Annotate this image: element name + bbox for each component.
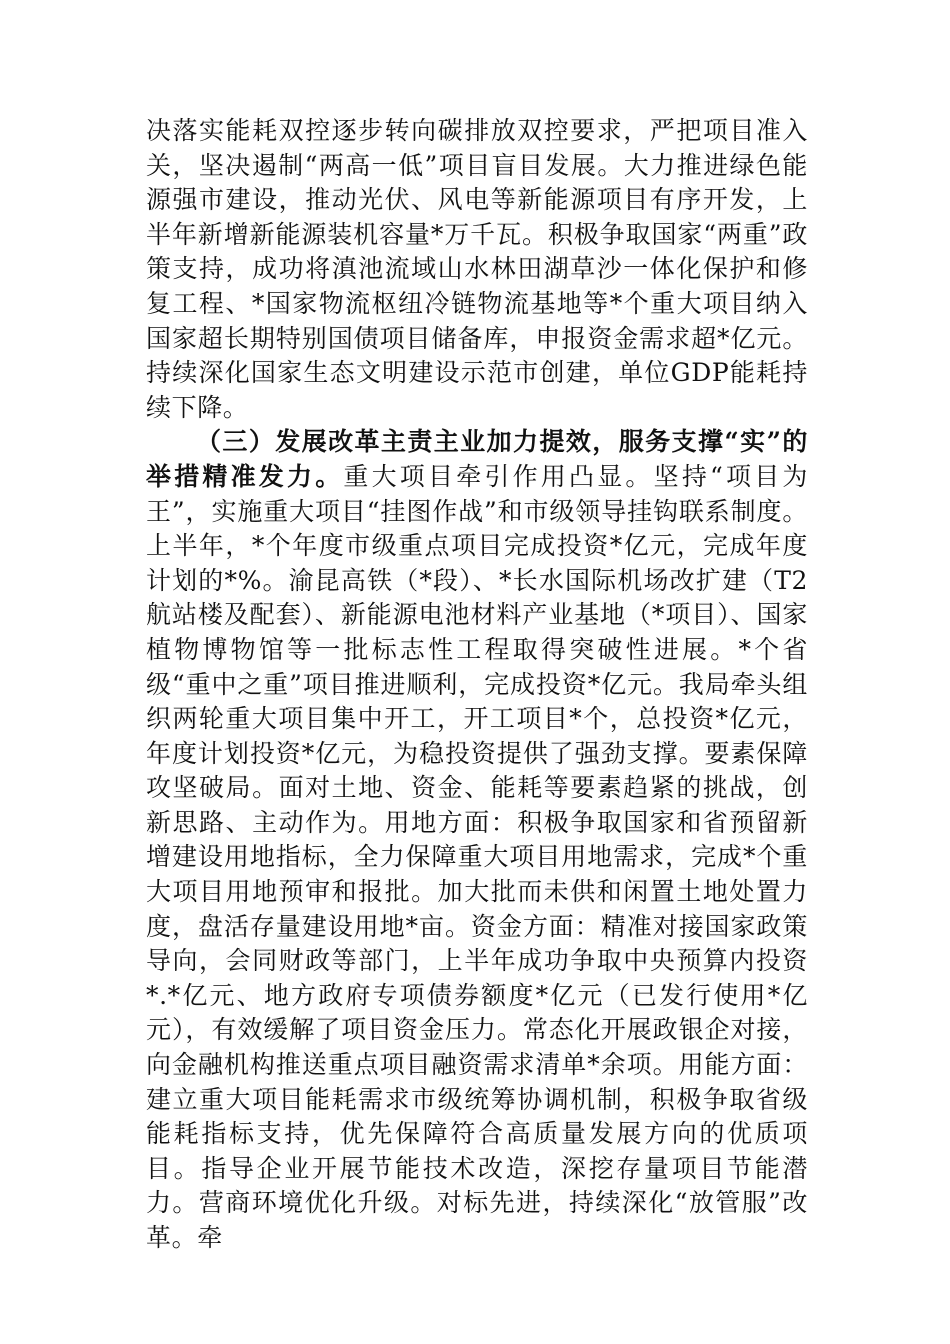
paragraph-projects xyxy=(146,425,808,1255)
section-heading-three: （三）发展改革主责主业加力提效，服务支撑“实”的举措精准发力。 xyxy=(146,427,808,491)
document-body xyxy=(146,114,808,1256)
paragraph-projects-text: 重大项目牵引作用凸显。坚持“项目为王”，实施重大项目“挂图作战”和市级领导挂钩联系制度。上半年，*个年度市级重点项目完成投资*亿元，完成年度计划的*%。渝昆高铁（*段）、*长水国际机场改扩建（T2航站楼及配套）、新能源电池材料产业基地（*项目）、国家植物博物馆等一批标志性工程取得突破性进展。*个省级“重中之重”项目推进顺利，完成投资*亿元。我局牵头组织两轮重大项目集中开工，开工项目*个，总投资*亿元，年度计划投资*亿元，为稳投资提供了强劲支撑。要素保障攻坚破局。面对土地、资金、能耗等要素趋紧的挑战，创新思路、主动作为。用地方面：积极争取国家和省预留新增建设用地指标，全力保障重大项目用地需求，完成*个重大项目用地预审和报批。加大批而未供和闲置土地处置力度，盘活存量建设用地*亩。资金方面：精准对接国家政策导向，会同财政等部门，上半年成功争取中央预算内投资*.*亿元、地方政府专项债券额度*亿元（已发行使用*亿元），有效缓解了项目资金压力。常态化开展政银企对接，向金融机构推送重点项目融资需求清单*余项。用能方面：建立重大项目能耗需求市级统筹协调机制，积极争取省级能耗指标支持，优先保障符合高质量发展方向的优质项目。指导企业开展节能技术改造，深挖存量项目节能潜力。营商环境优化升级。对标先进，持续深化“放管服”改革。牵 xyxy=(146,461,808,1252)
paragraph-ecology xyxy=(146,114,808,425)
paragraph-ecology-text: 决落实能耗双控逐步转向碳排放双控要求，严把项目准入关，坚决遏制“两高一低”项目盲目发展。大力推进绿色能源强市建设，推动光伏、风电等新能源项目有序开发，上半年新增新能源装机容量*万千瓦。积极争取国家“两重”政策支持，成功将滇池流域山水林田湖草沙一体化保护和修复工程、*国家物流枢纽冷链物流基地等*个重大项目纳入国家超长期特别国债项目储备库，申报资金需求超*亿元。持续深化国家生态文明建设示范市创建，单位GDP能耗持续下降。 xyxy=(146,116,808,422)
